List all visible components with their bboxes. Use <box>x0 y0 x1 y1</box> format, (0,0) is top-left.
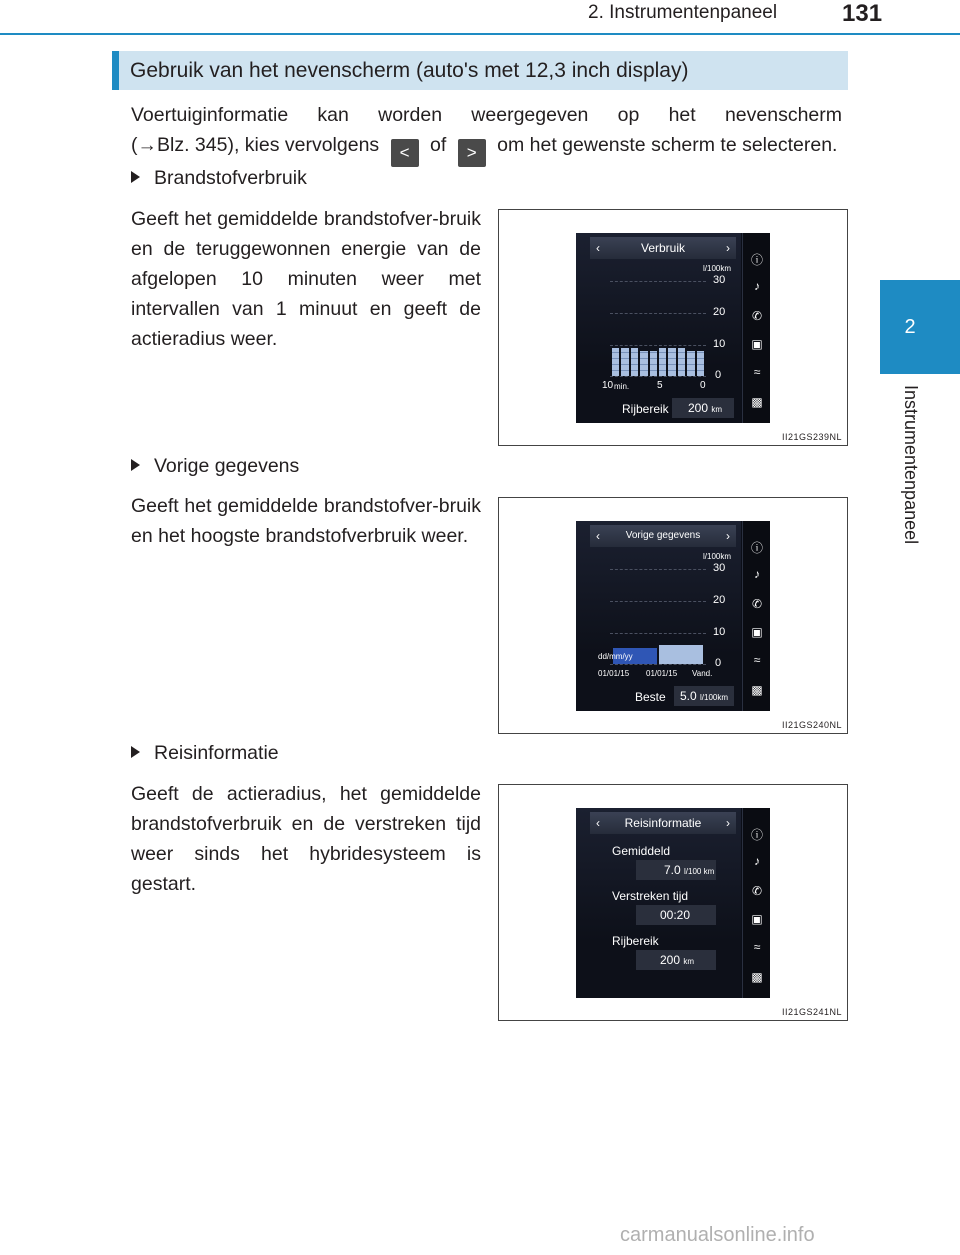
footer-value: 200 <box>688 401 709 415</box>
row-value-box <box>636 950 716 970</box>
figure-code: II21GS239NL <box>781 432 842 442</box>
figure-previous-data <box>498 497 848 734</box>
screen-title-bar <box>590 237 736 259</box>
footer-unit: l/100km <box>700 693 729 702</box>
x-tick: Vand. <box>692 669 713 678</box>
footer-value: 5.0 <box>680 689 697 703</box>
figure-fuel-consumption <box>498 209 848 446</box>
climate-icon: ≈ <box>753 365 761 379</box>
y-tick: 30 <box>713 562 726 574</box>
footer-label: Rijbereik <box>622 402 669 416</box>
paragraph-fuel-consumption: Geeft het gemiddelde brandstofver-bruik en de teruggewonnen energie van de afgelopen 10 minuten weer met intervallen van 1 minuut en geeft de actieradius weer. <box>131 208 481 350</box>
music-note-icon: ♪ <box>754 279 760 293</box>
info-icon: ⓘ <box>750 828 763 842</box>
x-tick: 0 <box>700 380 706 391</box>
chart-bar <box>687 351 694 376</box>
chapter-tab <box>880 280 960 374</box>
row-label-average: Gemiddeld <box>612 844 671 858</box>
screen-icon: ▩ <box>751 395 763 409</box>
intro-line-2-a: (→Blz. 345), kies vervolgens <box>131 134 380 156</box>
x-tick: 5 <box>657 380 663 391</box>
figure-code: II21GS240NL <box>781 720 842 730</box>
footer-unit: km <box>711 405 723 414</box>
section-heading <box>112 51 848 90</box>
chapter-tab-label <box>897 385 927 565</box>
chart-bar <box>621 348 628 377</box>
triangle-bullet-icon <box>131 746 140 758</box>
y-tick: 30 <box>713 274 726 286</box>
y-tick: 0 <box>715 657 722 669</box>
intro-line-2-b: of <box>430 134 447 156</box>
phone-icon: ✆ <box>751 884 763 898</box>
bullet-label: Reisinformatie <box>154 742 279 764</box>
chapter-title: 2. Instrumentenpaneel <box>588 2 778 23</box>
footer-value-box <box>674 686 734 706</box>
screen-title: Verbruik <box>640 241 686 255</box>
chart-bar <box>668 348 675 377</box>
intro-paragraph <box>131 100 842 167</box>
y-tick: 20 <box>713 594 726 606</box>
gridline <box>610 601 706 602</box>
screen-icon: ▩ <box>751 970 763 984</box>
image-icon: ▣ <box>751 337 763 351</box>
page-number: 131 <box>842 0 883 27</box>
phone-icon: ✆ <box>751 309 763 323</box>
display-screen <box>576 521 770 711</box>
chart-unit: l/100km <box>703 264 732 273</box>
row-label-range: Rijbereik <box>612 934 659 948</box>
chevron-right-icon: > <box>458 139 486 167</box>
chart-bar <box>612 348 619 377</box>
chart-bar <box>650 351 657 376</box>
music-note-icon: ♪ <box>754 567 760 581</box>
gridline <box>610 281 706 282</box>
gridline <box>610 345 706 346</box>
display-side-menu <box>742 233 770 423</box>
figure-trip-information <box>498 784 848 1021</box>
display-main <box>576 233 741 423</box>
info-icon: ⓘ <box>750 253 763 267</box>
screen-icon: ▩ <box>751 683 763 697</box>
row-value-range: 200 <box>660 953 681 967</box>
chapter-tab-label-text: Instrumentenpaneel <box>901 385 921 545</box>
row-value-elapsed: 00:20 <box>660 908 691 922</box>
section-heading-text: Gebruik van het nevenscherm (auto's met 12,3 inch display) <box>130 59 689 82</box>
figure-code: II21GS241NL <box>781 1007 842 1017</box>
gridline <box>610 313 706 314</box>
chevron-left-icon: < <box>391 139 419 167</box>
header-rule <box>0 33 960 35</box>
chart-bar <box>640 351 647 376</box>
footer-value-box <box>672 398 734 418</box>
intro-line-2-c: om het gewenste scherm te selecteren. <box>497 134 838 156</box>
paragraph-trip-information: Geeft de actieradius, het gemiddelde brandstofverbruik en de verstreken tijd weer sinds het hybridesysteem is gestart. <box>131 783 481 895</box>
image-icon: ▣ <box>751 625 763 639</box>
climate-icon: ≈ <box>753 653 761 667</box>
triangle-bullet-icon <box>131 171 140 183</box>
display-main <box>576 808 741 998</box>
x-tick: 01/01/15 <box>646 669 678 678</box>
bullet-trip-information <box>131 742 279 765</box>
image-icon: ▣ <box>751 912 763 926</box>
chapter-tab-number: 2 <box>904 316 916 338</box>
chevron-left-icon: ‹ <box>596 529 600 543</box>
chevron-left-icon: ‹ <box>596 241 600 255</box>
y-tick: 20 <box>713 306 726 318</box>
y-tick: 0 <box>715 369 722 381</box>
bullet-label: Vorige gegevens <box>154 455 300 477</box>
y-tick: 10 <box>713 626 726 638</box>
gridline <box>610 664 706 665</box>
chart-bar <box>659 645 703 664</box>
screen-title-bar <box>590 812 736 834</box>
footer-label: Beste <box>635 690 666 704</box>
info-icon: ⓘ <box>750 541 763 555</box>
display-side-menu <box>742 808 770 998</box>
chevron-right-icon: › <box>726 816 730 830</box>
chevron-right-icon: › <box>726 241 730 255</box>
gridline <box>610 569 706 570</box>
screen-title: Vorige gegevens <box>625 530 701 541</box>
row-unit-average: l/100 km <box>684 867 715 876</box>
row-value-box <box>636 860 716 880</box>
row-label-elapsed: Verstreken tijd <box>612 889 689 903</box>
chart-unit: l/100km <box>703 552 732 561</box>
phone-icon: ✆ <box>751 597 763 611</box>
chevron-right-icon: › <box>726 529 730 543</box>
chart-bar <box>697 351 704 376</box>
screen-title-bar <box>590 525 736 547</box>
intro-line-2 <box>131 130 842 167</box>
intro-line-1: Voertuiginformatie kan worden weergegeven op het nevenscherm <box>131 104 842 126</box>
x-tick: 01/01/15 <box>598 669 630 678</box>
section-heading-bar <box>112 51 119 90</box>
chart-bar <box>678 348 685 377</box>
x-axis-label: min. <box>614 382 630 391</box>
row-value-average: 7.0 <box>664 863 681 877</box>
bullet-previous-data <box>131 455 299 478</box>
climate-icon: ≈ <box>753 940 761 954</box>
screen-title: Reisinformatie <box>624 816 702 830</box>
music-note-icon: ♪ <box>754 854 760 868</box>
row-value-box <box>636 905 716 925</box>
gridline <box>610 633 706 634</box>
display-screen <box>576 808 770 998</box>
triangle-bullet-icon <box>131 459 140 471</box>
date-label: dd/mm/yy <box>598 652 633 661</box>
y-tick: 10 <box>713 338 726 350</box>
watermark: carmanualsonline.info <box>620 1224 815 1246</box>
display-screen <box>576 233 770 423</box>
chart-bar <box>631 348 638 377</box>
bullet-fuel-consumption <box>131 167 307 190</box>
chart-bar <box>659 348 666 377</box>
row-unit-range: km <box>683 957 695 966</box>
bullet-label: Brandstofverbruik <box>154 167 307 189</box>
chevron-left-icon: ‹ <box>596 816 600 830</box>
paragraph-previous-data: Geeft het gemiddelde brandstofver-bruik en het hoogste brandstofverbruik weer. <box>131 495 481 547</box>
display-main <box>576 521 741 711</box>
gridline <box>610 376 706 377</box>
display-side-menu <box>742 521 770 711</box>
x-tick: 10 <box>602 380 614 391</box>
